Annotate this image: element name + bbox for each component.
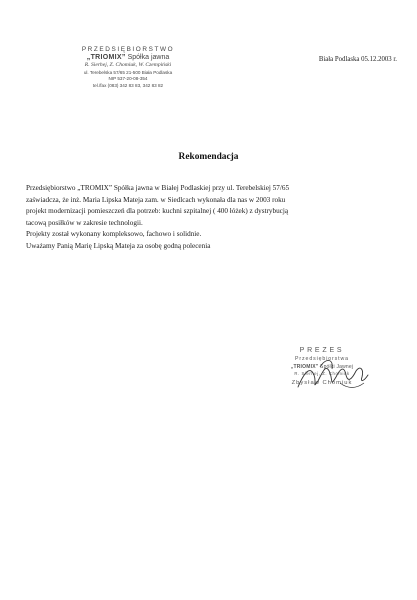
stamp-title: PREZES [299,347,345,354]
letterhead-company-type: Spółka jawna [127,54,170,61]
body-line: zaświadcza, że inż. Maria Lipska Mateja zam. w Siedlcach wykonała dla nas w 2003 roku [26,195,286,204]
letterhead-company-name: „TRIOMIX” [86,54,126,61]
stamp-signatory: Zbysław Chomiuk [291,380,353,386]
letterhead-telfax: tel./fax (083) 342 83 83, 342 83 82 [92,83,164,88]
company-stamp [272,347,372,407]
letterhead-address: ul. Terebelska 57/65 21-500 Biała Podlaska [83,70,173,75]
document-date: Biała Podlaska 05.12.2003 r. [318,56,397,63]
stamp-company-type: Spółki Jawnej [320,364,354,370]
letterhead [58,46,198,88]
handwritten-signature [290,353,372,395]
body-line: Projekty został wykonany kompleksowo, fachowo i solidnie. [26,230,202,239]
stamp-company-name: „TRIOMIX” [290,364,319,370]
body-line: projekt modernizacji pomieszczeń dla potrzeb: kuchni szpitalnej ( 400 łóżek) z dystrybucją [26,207,289,216]
letterhead-heading: PRZEDSIĘBIORSTWO [81,46,175,53]
body-line: Uważamy Panią Marię Lipską Mateja za osobę godną polecenia [26,241,211,250]
document-body [26,183,398,253]
body-line: tacową posiłków w zakresie technologii. [26,218,143,227]
document-title: Rekomendacja [178,152,239,162]
letterhead-nip: NIP 537-20-08-354 [108,76,148,81]
stamp-line4: R. Sierhej, Z. Chomiuk [294,371,350,376]
letterhead-owners: R. Sierhej, Z. Chomiuk, W. Czempiński [84,62,172,68]
letterhead-company [58,54,198,61]
body-line: Przedsiębiorstwo „TROMIX” Spółka jawna w Białej Podlaskiej przy ul. Terebelskiej 57/65 [26,184,290,192]
stamp-line2: Przedsiębiorstwa [295,356,349,362]
